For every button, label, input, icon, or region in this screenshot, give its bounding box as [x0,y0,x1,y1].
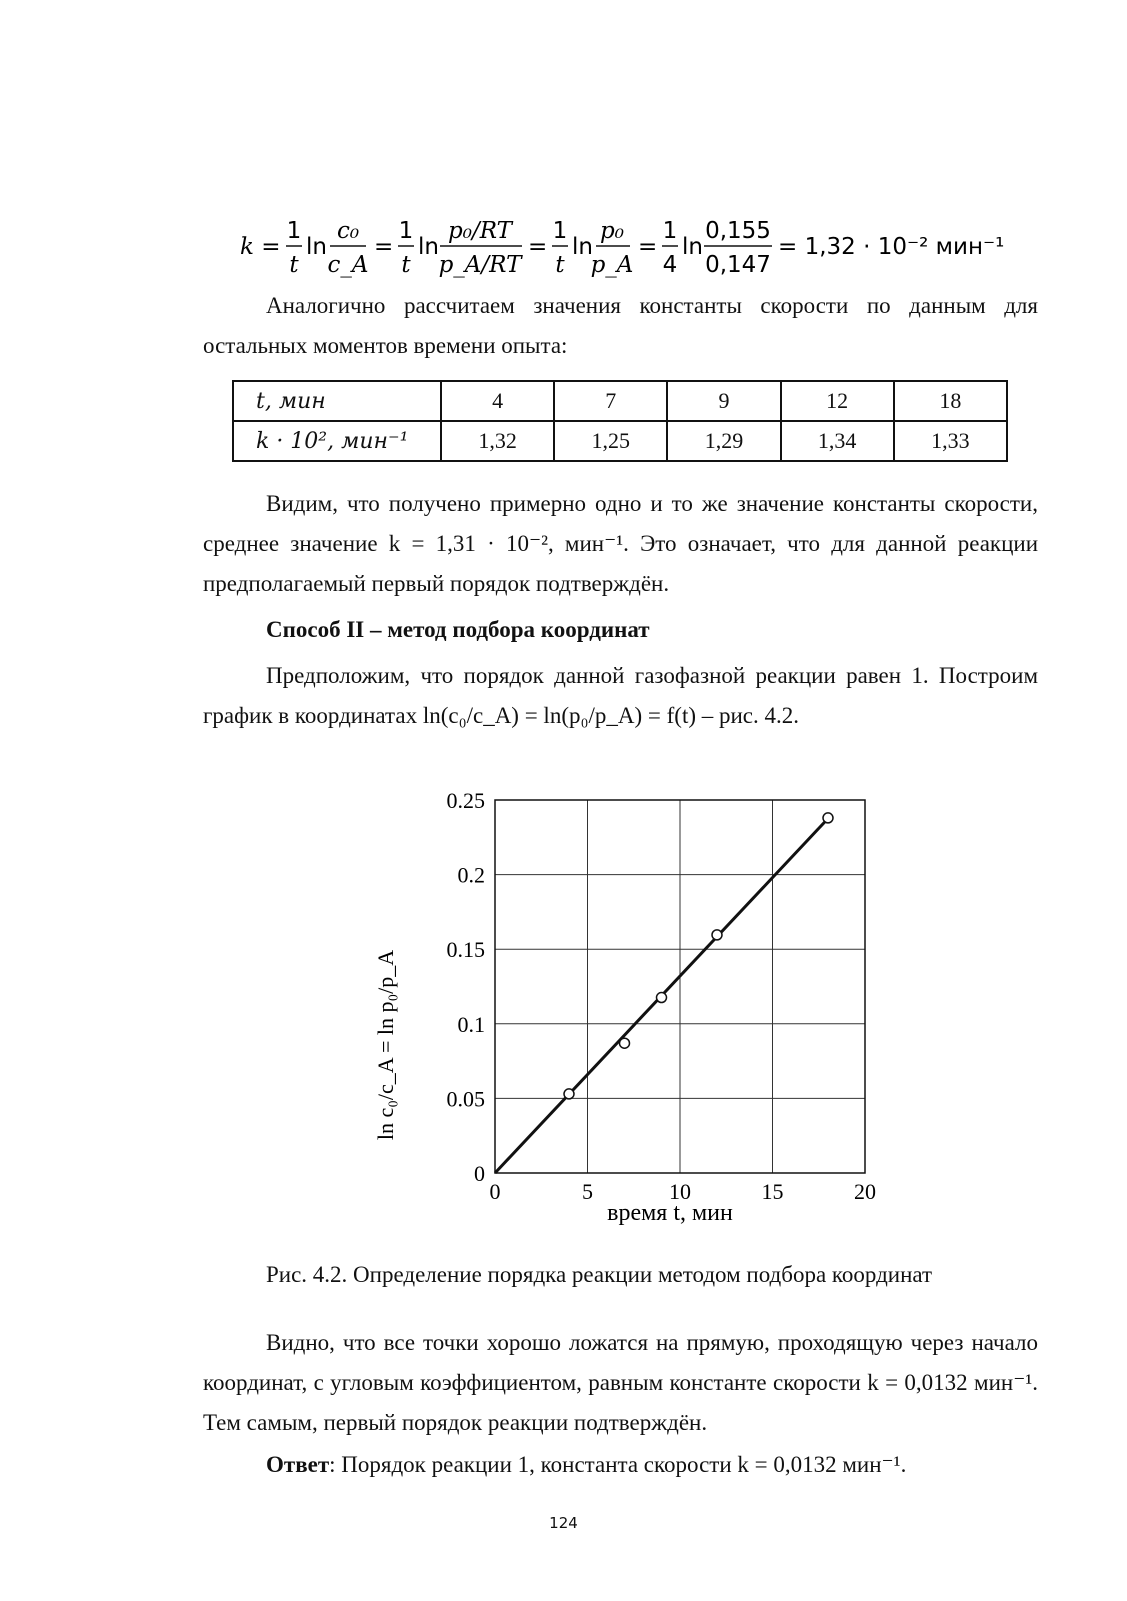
table-cell: 12 [781,381,894,421]
formula-den: t [555,252,565,278]
formula-den: 0,147 [705,252,771,278]
formula-den: c_A [327,252,369,278]
formula-ln: ln [418,234,439,260]
y-tick-label: 0.15 [446,937,485,963]
formula-num: 1 [552,218,568,244]
answer-paragraph [203,1445,1038,1485]
table-cell: 9 [667,381,780,421]
formula-ln: ln [306,234,327,260]
table-row [233,381,1007,421]
paragraph: Аналогично рассчитаем значения константы скорости по данным для остальных моментов времени опыта: [203,293,1038,358]
formula-den: p_A/RT [438,252,522,278]
svg-text:=: = [528,234,548,260]
data-point [823,813,833,823]
formula-num: 1 [398,218,414,244]
data-point [620,1038,630,1048]
x-tick-label: 15 [761,1179,784,1204]
formula-num: p₀/RT [448,218,512,244]
x-tick-label: 10 [669,1179,691,1204]
table-header-cell: k · 10², мин⁻¹ [233,421,441,461]
paragraph: Предположим, что порядок данной газофазной реакции равен 1. Построим график в координатах ln(c₀/c_A) = ln(p₀/p_A) = f(t) – рис. 4.2. [203,663,1038,728]
x-tick-label: 0 [489,1179,501,1204]
table-row [233,421,1007,461]
y-tick-label: 0.25 [446,788,485,813]
table-cell: 7 [554,381,667,421]
table-cell: 1,25 [554,421,667,461]
formula-den: t [289,252,299,278]
table-cell: 1,33 [894,421,1007,461]
formula-num: p₀ [600,218,624,244]
figure-4-2-chart [355,780,895,1240]
table-cell: 1,34 [781,421,894,461]
formula-num: c₀ [336,218,360,244]
table-cell: 1,29 [667,421,780,461]
data-point [712,930,722,940]
chart-grid [495,800,865,1173]
rate-constant-table [232,380,1008,462]
data-point [657,993,667,1003]
table-cell: 4 [441,381,554,421]
page-number: 124 [549,1514,578,1532]
x-tick-label: 5 [582,1179,593,1204]
formula-ln: ln [682,234,703,260]
y-tick-label: 0 [474,1161,485,1186]
formula-result: = 1,32 · 10⁻² мин⁻¹ [778,234,1005,260]
x-axis-label: время t, мин [607,1200,733,1226]
rate-constant-formula [240,208,1040,286]
svg-text:=: = [638,234,658,260]
formula-num: 1 [286,218,302,244]
formula-ln: ln [572,234,593,260]
data-point [564,1089,574,1099]
answer-text: : Порядок реакции 1, константа скорости k = 0,0132 мин⁻¹. [329,1452,907,1477]
paragraph: Видим, что получено примерно одно и то же значение константы скорости, среднее значение k = 1,31 · 10⁻², мин⁻¹. Это означает, что для данной реакции предполагаемый первый порядок подтверждён. [203,491,1038,596]
table-cell: 1,32 [441,421,554,461]
section-heading: Способ II – метод подбора координат [266,617,650,642]
formula-svg [240,208,1040,286]
table-header-cell: t, мин [233,381,441,421]
svg-text:=: = [374,234,394,260]
paragraph: Видно, что все точки хорошо ложатся на прямую, проходящую через начало координат, с угловым коэффициентом, равным константе скорости k = 0,0132 мин⁻¹. Тем самым, первый порядок реакции подтверждён. [203,1330,1038,1435]
y-tick-label: 0.05 [446,1086,485,1112]
formula-den: p_A [590,252,634,278]
y-tick-label: 0.1 [457,1011,485,1037]
formula-den: t [401,252,411,278]
formula-k: k = [240,234,281,260]
formula-num: 0,155 [705,218,771,244]
formula-den: 4 [662,252,678,278]
answer-label: Ответ [266,1452,330,1477]
table-cell: 18 [894,381,1007,421]
formula-num: 1 [662,218,678,244]
y-axis-label: ln c₀/c_A = ln p₀/p_A [373,949,398,1141]
y-tick-label: 0.2 [457,862,485,888]
figure-caption: Рис. 4.2. Определение порядка реакции методом подбора координат [266,1262,933,1287]
x-tick-label: 20 [854,1179,876,1204]
